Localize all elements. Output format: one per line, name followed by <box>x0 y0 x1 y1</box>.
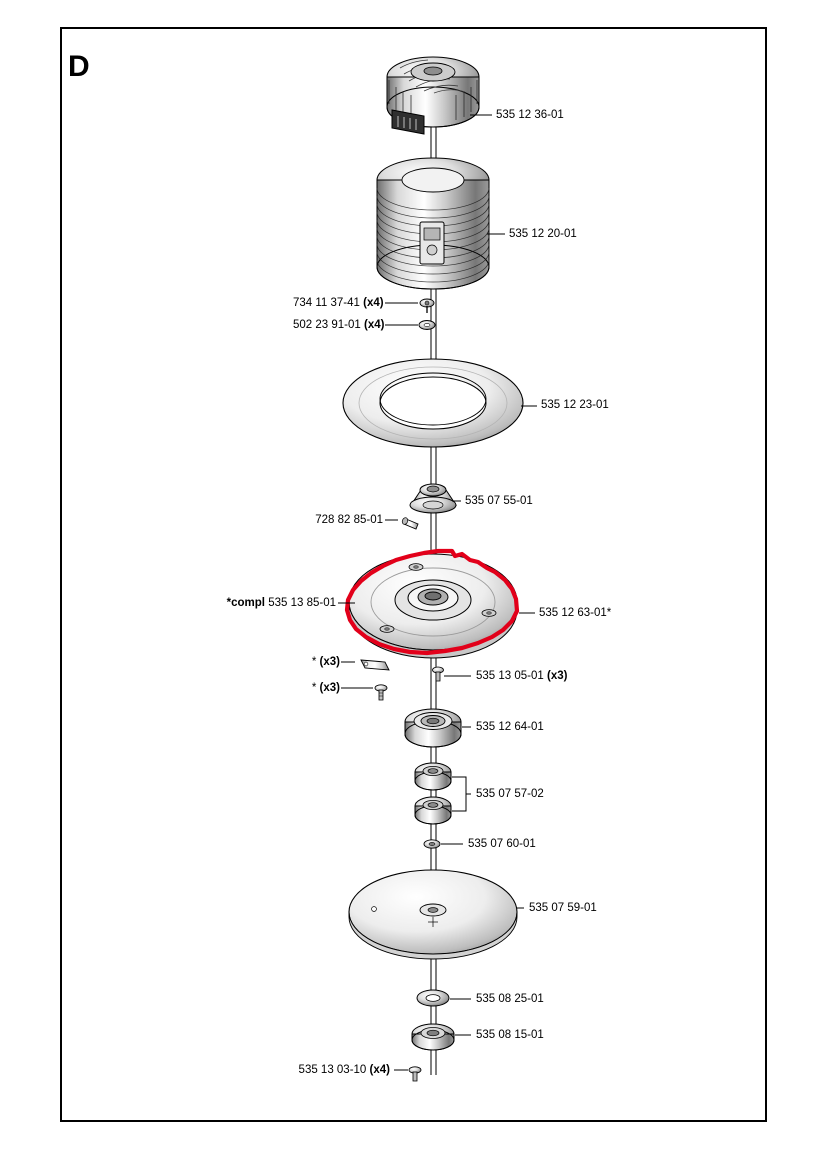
label-set-screw: 728 82 85-01 <box>315 514 383 526</box>
label-blade-screw: * (x3) <box>311 682 340 694</box>
plate-letter: D <box>68 50 90 83</box>
label-stator: 535 12 20-01 <box>509 228 577 240</box>
label-washer: 502 23 91-01 (x4) <box>293 319 385 331</box>
label-screw-small: 734 11 37-41 (x4) <box>293 297 384 309</box>
label-screw-blade: 535 13 05-01 (x3) <box>476 670 568 682</box>
label-blade: * (x3) <box>311 656 340 668</box>
label-hub-cap: 535 07 55-01 <box>465 495 533 507</box>
label-bearings: 535 07 57-02 <box>476 788 544 800</box>
label-bolt-bottom: 535 13 03-10 (x4) <box>298 1064 390 1076</box>
label-disc-compl: *compl 535 13 85-01 <box>226 597 336 609</box>
label-plate-disc: 535 07 59-01 <box>529 902 597 914</box>
label-cutting-disc: 535 12 63-01* <box>539 607 612 619</box>
label-flywheel: 535 12 36-01 <box>496 109 564 121</box>
label-nut: 535 07 60-01 <box>468 838 536 850</box>
label-hub-lower: 535 08 15-01 <box>476 1029 544 1041</box>
diagram-frame <box>60 27 767 1122</box>
label-washer-lower: 535 08 25-01 <box>476 993 544 1005</box>
label-bearing-housing: 535 12 64-01 <box>476 721 544 733</box>
label-cover-ring: 535 12 23-01 <box>541 399 609 411</box>
